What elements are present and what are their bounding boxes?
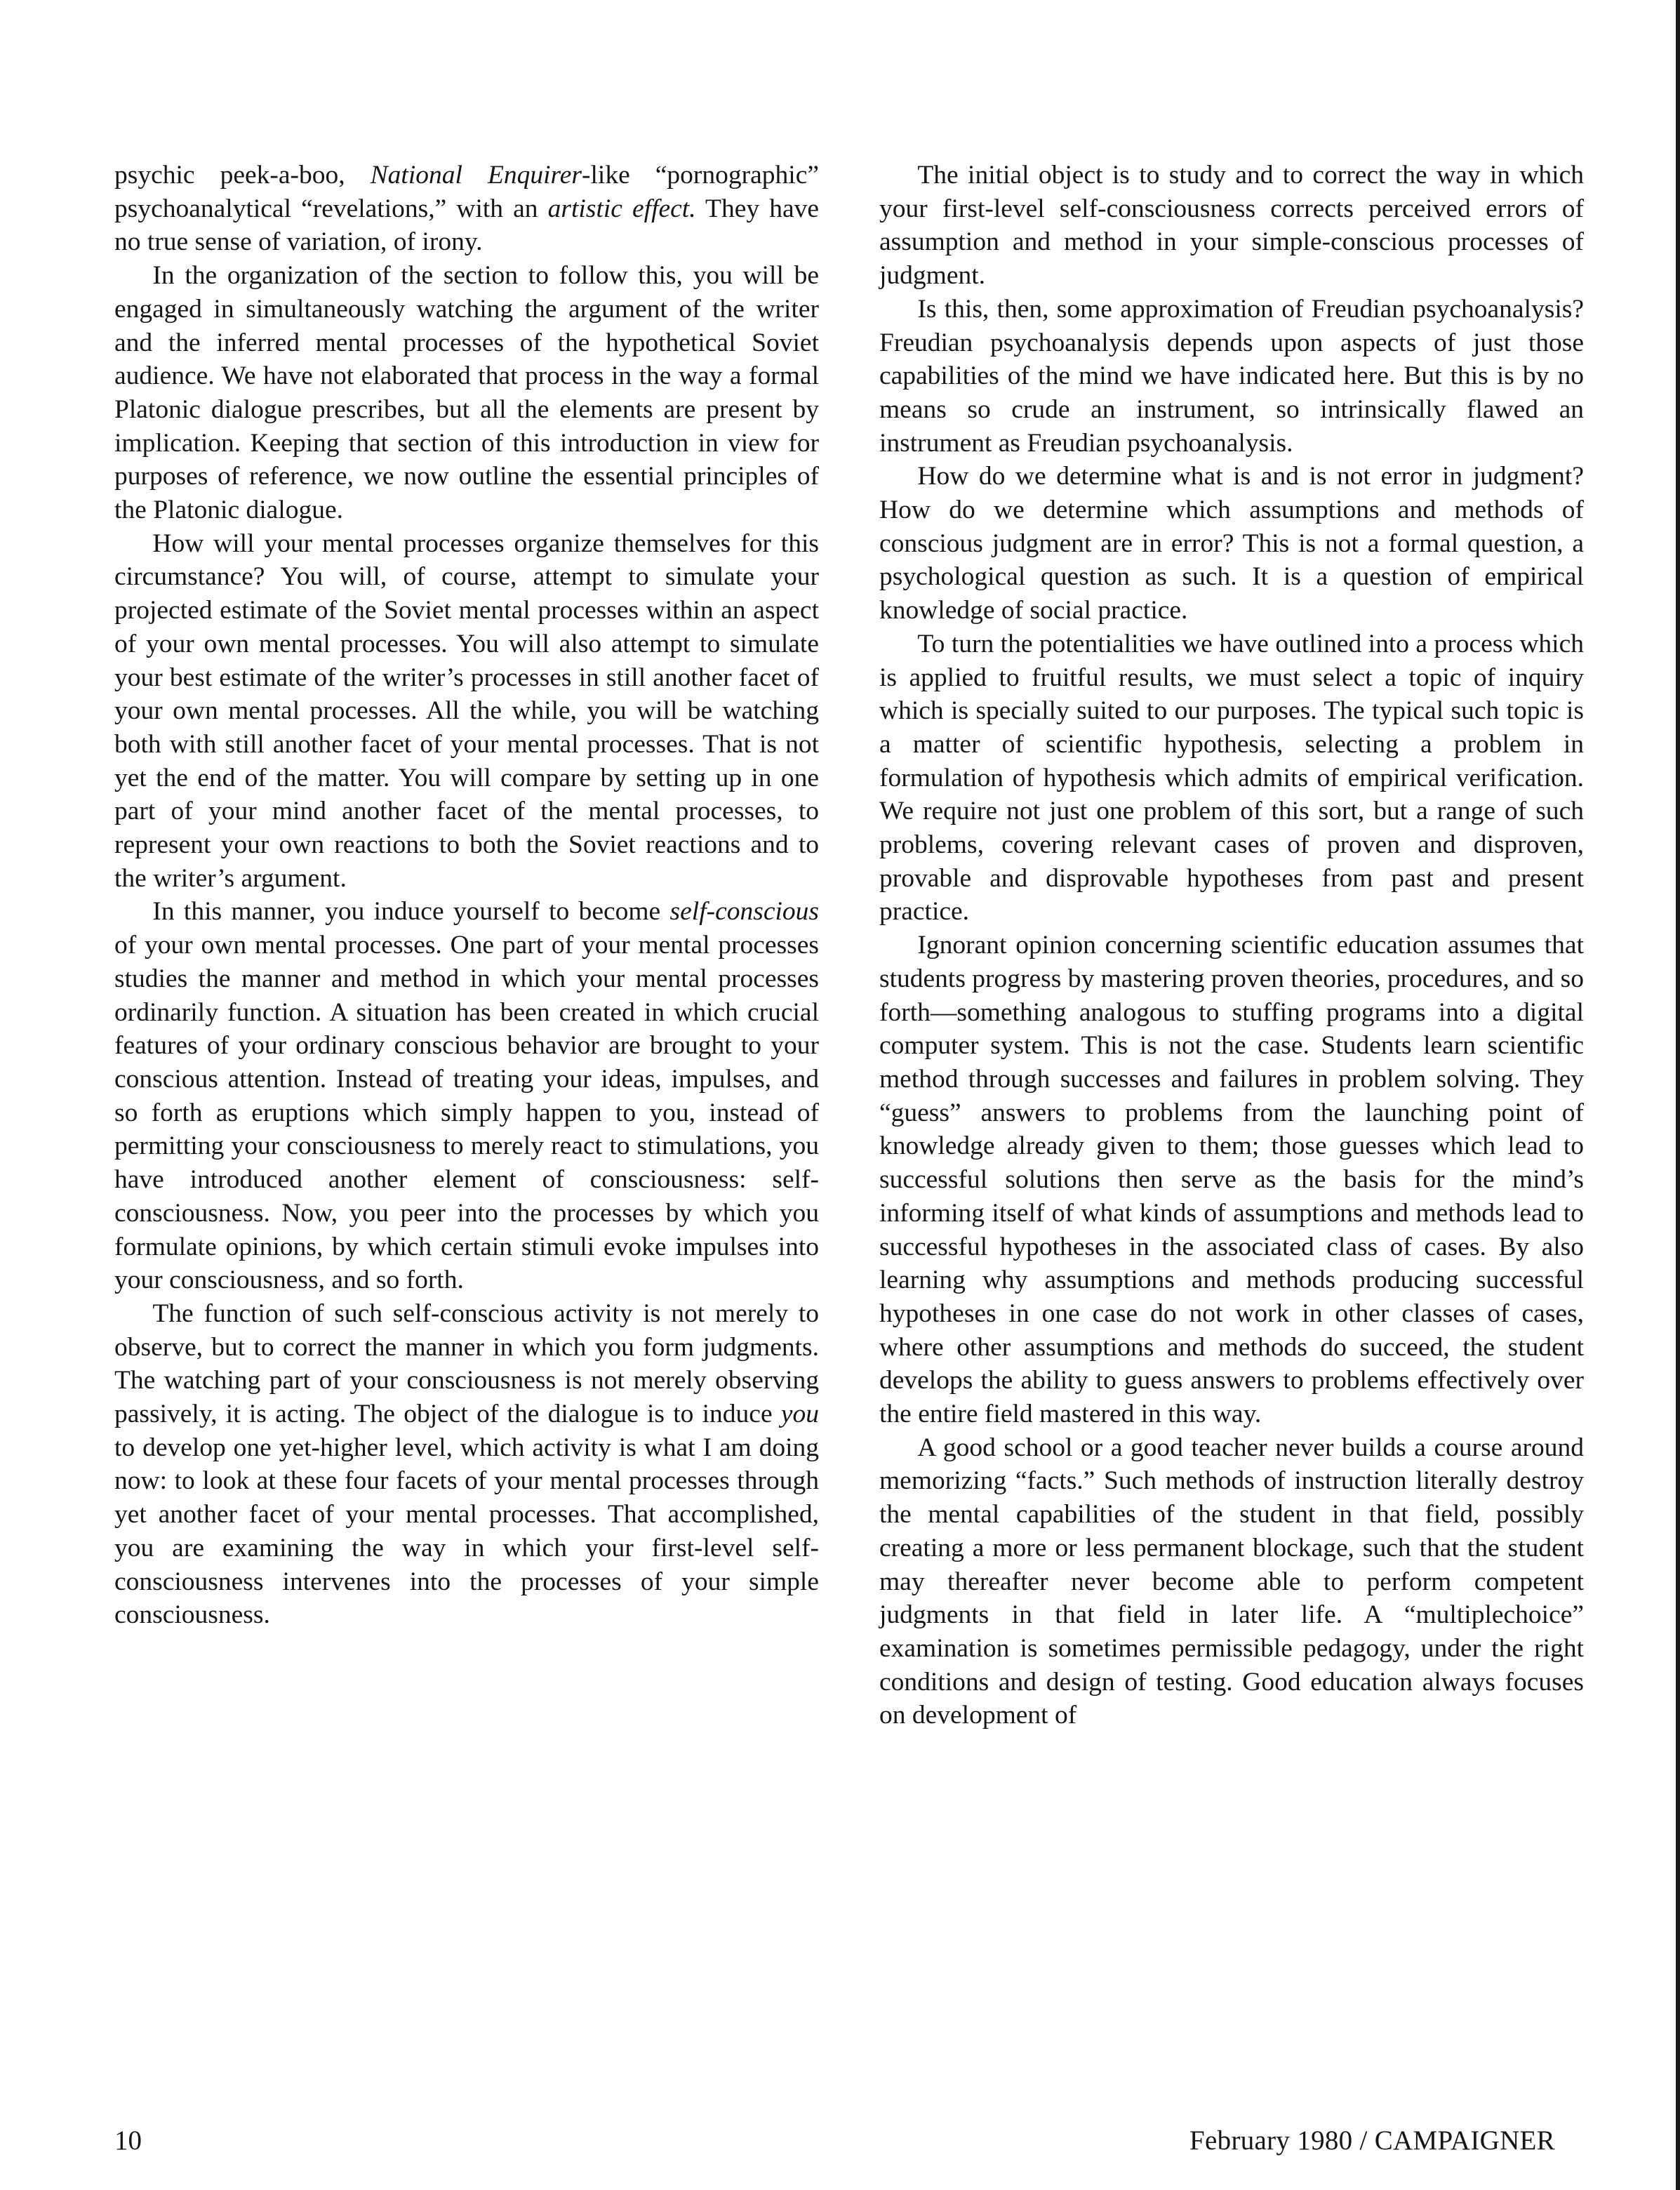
paragraph: How will your mental processes organize themselves for this circumstance? You will, of course, attempt to simulate your projected estimate of the Soviet mental processes within an aspect of your own mental processes. You will also attempt to simulate your best estimate of the writer’s processes in still another facet of your own mental processes. All the while, you will be watching both with still another facet of your mental processes. That is not yet the end of the matter. You will compare by setting up in one part of your mind another facet of the mental processes, to represent your own reactions to both the Soviet reactions and to the writer’s argument. [114,529,819,893]
text-run: They have no true sense of variation, of irony. [114,194,819,257]
italic-text: National Enquirer [370,161,582,190]
paragraph: The initial object is to study and to correct the way in which your first-level self-consciousness corrects perceived errors of assumption and method in your simple-conscious processes of judgment. [879,161,1584,291]
paragraph: Is this, then, some approximation of Freudian psychoanalysis? Freudian psychoanalysis depends upon aspects of just those capabilities of the mind we have indicated here. But this is by no means so crude an instrument, so intrinsically flawed an instrument as Freudian psychoanalysis. [879,294,1584,458]
paragraph [114,159,819,259]
paragraph: Ignorant opinion concerning scientific education assumes that students progress by mastering proven theories, procedures, and so forth—something analogous to stuffing programs into a digital computer system. This is not the case. Students learn scientific method through successes and failures in problem solving. They “guess” answers to problems from the launching point of knowledge already given to them; those guesses which lead to successful solutions then serve as the basis for the mind’s informing itself of what kinds of assumptions and methods lead to successful hypotheses in the associated class of cases. By also learning why assumptions and methods producing successful hypotheses in one case do not work in other classes of cases, where other assumptions and methods do succeed, the student develops the ability to guess answers to problems effectively over the entire field mastered in this way. [879,931,1584,1429]
page-edge-rule [1676,0,1680,2190]
paragraph: In the organization of the section to follow this, you will be engaged in simultaneously watching the argument of the writer and the inferred mental processes of the hypothetical Soviet audience. We have not elaborated that process in the way a formal Platonic dialogue prescribes, but all the elements are present by implication. Keeping that section of this introduction in view for purposes of reference, we now outline the essential principles of the Platonic dialogue. [114,261,819,525]
paragraph [114,895,819,1296]
right-column [879,159,1584,1732]
paragraph [114,1297,819,1632]
text-run: psychic peek-a-boo, [114,161,371,190]
running-footer: February 1980 / CAMPAIGNER [1189,2125,1555,2156]
italic-text: you [780,1400,819,1429]
italic-text: self-conscious [669,897,819,927]
text-run: of your own mental processes. One part of your mental processes studies the manner and method in which your mental processes ordinarily function. A situation has been created in which crucial features of your ordinary conscious behavior are brought to your conscious attention. Instead of treating your ideas, impulses, and so forth as eruptions which simply happen to you, instead of permitting your consciousness to merely react to stimulations, you have introduced another element of consciousness: self-consciousness. Now, you peer into the processes by which you formulate opinions, by which certain stimuli evoke impulses into your consciousness, and so forth. [114,931,819,1295]
paragraph: To turn the potentialities we have outlined into a process which is applied to fruitful results, we must select a topic of inquiry which is specially suited to our purposes. The typical such topic is a matter of scientific hypothesis, selecting a problem in formulation of hypothesis which admits of empirical verification. We require not just one problem of this sort, but a range of such problems, covering relevant cases of proven and disproven, provable and disprovable hypotheses from past and present practice. [879,629,1584,927]
italic-text: artistic effect. [547,194,696,223]
text-run: The function of such self-conscious activity is not merely to observe, but to correct the manner in which you form judgments. The watching part of your consciousness is not merely observing passively, it is acting. The object of the dialogue is to induce [114,1299,819,1429]
left-column [114,159,819,1632]
text-run: to develop one yet-higher level, which activity is what I am doing now: to look at these four facets of your mental processes through yet another facet of your mental processes. That accomplished, you are examining the way in which your first-level self-consciousness intervenes into the processes of your simple consciousness. [114,1433,819,1630]
paragraph: How do we determine what is and is not error in judgment? How do we determine which assumptions and methods of conscious judgment are in error? This is not a formal question, a psychological question as such. It is a question of empirical knowledge of social practice. [879,462,1584,625]
text-run: -like “pornographic” psychoanalytical “revelations,” with an [114,161,819,223]
paragraph: A good school or a good teacher never builds a course around memorizing “facts.” Such methods of instruction literally destroy the mental capabilities of the student in that field, possibly creating a more or less permanent blockage, such that the student may thereafter never become able to perform competent judgments in that field in later life. A “multiplechoice” examination is sometimes permissible pedagogy, under the right conditions and design of testing. Good education always focuses on development of [879,1433,1584,1730]
text-run: In this manner, you induce yourself to become [152,897,670,927]
page-number: 10 [114,2125,142,2156]
